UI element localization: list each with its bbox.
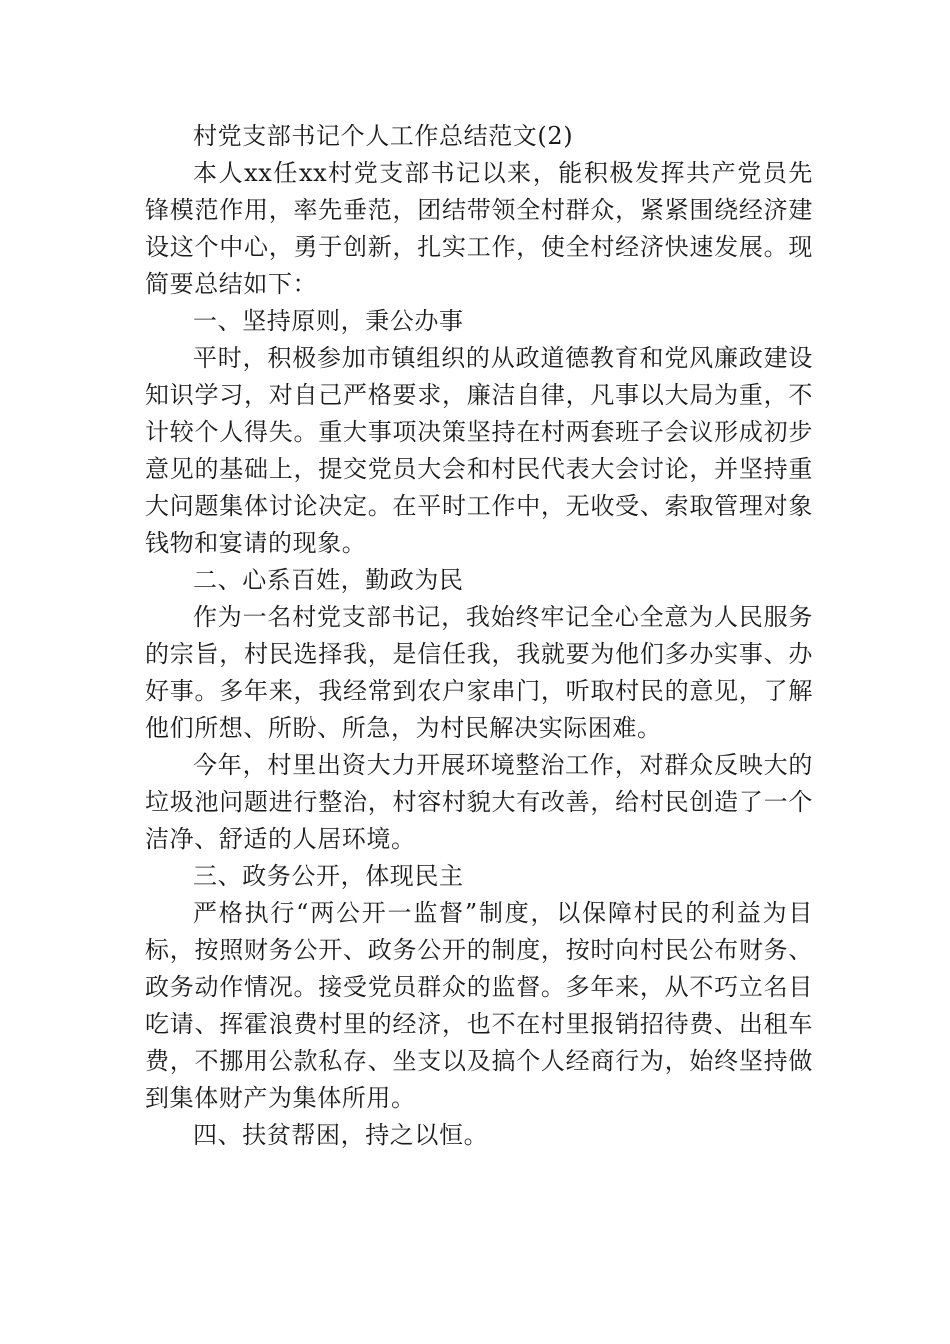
document-title: 村党支部书记个人工作总结范文(2) bbox=[193, 122, 574, 150]
section-heading-3: 三、政务公开，体现民主 bbox=[193, 862, 464, 890]
section-heading-2: 二、心系百姓，勤政为民 bbox=[193, 566, 464, 594]
section-heading-1: 一、坚持原则，秉公办事 bbox=[193, 307, 464, 335]
intro-paragraph: 本人xx任xx村党支部书记以来，能积极发挥共产党员先锋模范作用，率先垂范，团结带领全村群众，紧紧围绕经济建设这个中心，勇于创新，扎实工作，使全村经济快速发展。现简要总结如下： bbox=[145, 159, 813, 298]
section-1-paragraph: 平时，积极参加市镇组织的从政道德教育和党风廉政建设知识学习，对自己严格要求，廉洁自律，凡事以大局为重，不计较个人得失。重大事项决策坚持在村两套班子会议形成初步意见的基础上，提交党员大会和村民代表大会讨论，并坚持重大问题集体讨论决定。在平时工作中，无收受、索取管理对象钱物和宴请的现象。 bbox=[145, 344, 813, 557]
section-heading-4: 四、扶贫帮困，持之以恒。 bbox=[193, 1121, 489, 1149]
section-3-paragraph: 严格执行“两公开一监督”制度，以保障村民的利益为目标，按照财务公开、政务公开的制度，按时向村民公布财务、政务动作情况。接受党员群众的监督。多年来，从不巧立名目吃请、挥霍浪费村里的经济，也不在村里报销招待费、出租车费，不挪用公款私存、坐支以及搞个人经商行为，始终坚持做到集体财产为集体所用。 bbox=[145, 899, 813, 1112]
document-body bbox=[145, 118, 813, 1154]
section-2-paragraph-1: 作为一名村党支部书记，我始终牢记全心全意为人民服务的宗旨，村民选择我，是信任我，我就要为他们多办实事、办好事。多年来，我经常到农户家串门，听取村民的意见，了解他们所想、所盼、所急，为村民解决实际困难。 bbox=[145, 603, 813, 742]
section-2-paragraph-2: 今年，村里出资大力开展环境整治工作，对群众反映大的垃圾池问题进行整治，村容村貌大有改善，给村民创造了一个洁净、舒适的人居环境。 bbox=[145, 751, 813, 853]
